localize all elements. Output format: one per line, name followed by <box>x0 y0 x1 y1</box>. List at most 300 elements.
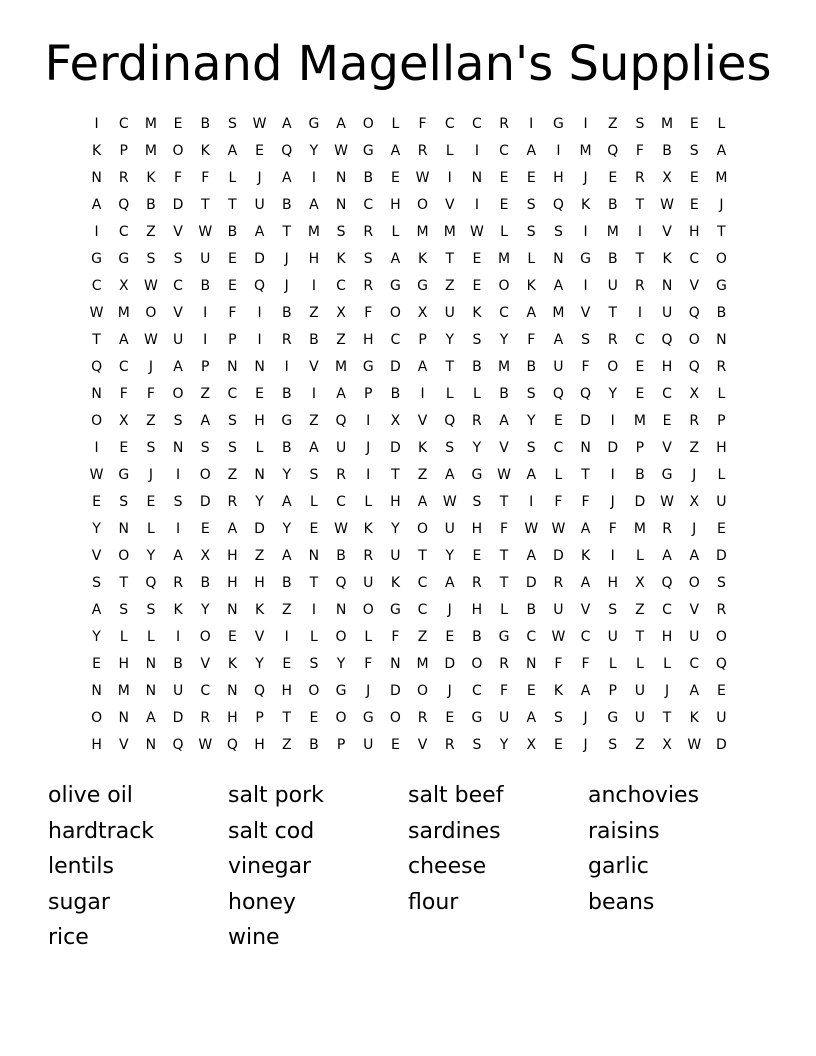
grid-letter: A <box>390 251 401 267</box>
grid-letter: F <box>500 521 509 537</box>
grid-letter: V <box>689 278 700 294</box>
grid-letter: Z <box>200 386 211 402</box>
grid-letter: Q <box>688 359 700 375</box>
grid-letter: R <box>227 494 238 510</box>
grid-letter: E <box>146 494 156 510</box>
grid-letter: V <box>309 359 319 375</box>
grid-letter: S <box>119 494 129 510</box>
grid-letter: B <box>472 629 482 645</box>
grid-letter: S <box>472 332 482 348</box>
word-list-item: vinegar <box>228 854 312 879</box>
grid-letter: T <box>635 629 645 645</box>
grid-letter: K <box>689 710 699 726</box>
grid-letter: Z <box>254 548 265 564</box>
grid-letter: Q <box>335 413 347 429</box>
grid-letter: Q <box>335 575 347 591</box>
grid-letter: S <box>689 143 699 159</box>
grid-letter: I <box>474 197 479 213</box>
grid-letter: O <box>199 467 211 483</box>
grid-letter: U <box>363 737 374 753</box>
grid-letter: R <box>444 737 455 753</box>
grid-letter: A <box>227 143 238 159</box>
grid-letter: M <box>498 359 511 375</box>
grid-letter: L <box>147 629 155 645</box>
grid-letter: J <box>583 710 588 726</box>
grid-letter: K <box>390 575 400 591</box>
grid-letter: Y <box>255 656 264 672</box>
grid-letter: C <box>553 440 564 456</box>
grid-letter: S <box>472 737 482 753</box>
grid-letter: I <box>257 305 262 321</box>
grid-letter: A <box>200 413 211 429</box>
grid-letter: Q <box>552 386 564 402</box>
grid-letter: F <box>608 521 617 537</box>
grid-letter: S <box>92 575 102 591</box>
grid-letter: D <box>634 494 646 510</box>
word-list-item: anchovies <box>588 783 700 808</box>
grid-letter: G <box>308 116 320 132</box>
grid-letter: E <box>227 278 237 294</box>
grid-letter: S <box>146 251 156 267</box>
grid-letter: X <box>390 413 401 429</box>
grid-letter: Q <box>661 332 673 348</box>
grid-letter: I <box>366 413 371 429</box>
grid-letter: C <box>336 278 346 294</box>
grid-letter: W <box>687 737 702 753</box>
grid-letter: C <box>173 278 183 294</box>
grid-letter: O <box>91 710 103 726</box>
grid-letter: Z <box>635 602 645 618</box>
grid-letter: U <box>172 332 184 348</box>
grid-letter: C <box>118 359 129 375</box>
grid-letter: F <box>174 170 183 186</box>
grid-letter: R <box>553 575 564 591</box>
grid-letter: L <box>636 656 644 672</box>
grid-letter: A <box>526 143 537 159</box>
grid-letter: V <box>689 602 700 618</box>
grid-letter: G <box>471 467 483 483</box>
grid-letter: X <box>336 305 346 321</box>
grid-letter: I <box>176 629 181 645</box>
grid-letter: A <box>553 332 564 348</box>
grid-letter: B <box>499 386 509 402</box>
grid-letter: T <box>635 251 645 267</box>
grid-letter: H <box>716 440 727 456</box>
grid-letter: W <box>551 629 566 645</box>
grid-letter: D <box>444 656 456 672</box>
grid-letter: Q <box>607 143 619 159</box>
grid-letter: H <box>688 224 700 240</box>
grid-letter: H <box>254 575 265 591</box>
grid-letter: S <box>635 116 645 132</box>
grid-letter: H <box>227 548 238 564</box>
grid-letter: R <box>472 413 482 429</box>
grid-letter: Y <box>499 737 509 753</box>
grid-letter: D <box>390 683 401 699</box>
grid-letter: S <box>146 602 156 618</box>
grid-letter: L <box>527 251 536 267</box>
grid-letter: T <box>499 548 509 564</box>
grid-letter: U <box>254 197 265 213</box>
grid-letter: L <box>445 143 454 159</box>
grid-letter: M <box>661 116 674 132</box>
grid-letter: O <box>172 143 184 159</box>
grid-letter: A <box>173 548 183 564</box>
grid-letter: A <box>662 548 672 564</box>
grid-letter: T <box>581 467 590 483</box>
grid-letter: H <box>471 521 483 537</box>
grid-letter: B <box>526 602 537 618</box>
grid-letter: E <box>608 170 618 186</box>
grid-letter: E <box>92 656 101 672</box>
grid-letter: I <box>420 386 425 402</box>
grid-letter: K <box>472 305 482 321</box>
grid-letter: P <box>228 332 237 348</box>
letter-grid <box>83 111 735 759</box>
grid-letter: U <box>200 251 211 267</box>
grid-letter: L <box>310 629 318 645</box>
grid-letter: V <box>444 197 455 213</box>
grid-letter: N <box>227 602 238 618</box>
grid-letter: B <box>716 305 727 321</box>
grid-letter: V <box>662 224 672 240</box>
grid-letter: N <box>254 467 265 483</box>
grid-letter: T <box>635 197 645 213</box>
grid-letter: Y <box>146 548 156 564</box>
grid-letter: Q <box>580 386 592 402</box>
grid-letter: P <box>119 143 128 159</box>
grid-letter: G <box>607 710 619 726</box>
grid-letter: L <box>608 656 617 672</box>
grid-letter: E <box>472 548 482 564</box>
grid-letter: I <box>366 467 371 483</box>
grid-letter: Q <box>444 413 456 429</box>
grid-letter: C <box>118 116 129 132</box>
grid-letter: O <box>308 683 320 699</box>
grid-letter: G <box>417 278 428 294</box>
grid-letter: Z <box>635 737 645 753</box>
grid-letter: W <box>198 737 213 753</box>
grid-letter: Z <box>417 467 428 483</box>
grid-letter: B <box>607 197 618 213</box>
grid-letter: R <box>499 656 509 672</box>
grid-letter: B <box>281 305 292 321</box>
grid-letter: A <box>281 116 292 132</box>
grid-letter: A <box>526 467 537 483</box>
grid-letter: F <box>554 494 563 510</box>
grid-letter: K <box>146 170 156 186</box>
grid-letter: E <box>255 386 264 402</box>
grid-letter: Z <box>281 737 292 753</box>
grid-letter: L <box>500 602 508 618</box>
grid-letter: C <box>417 602 428 618</box>
grid-letter: O <box>145 305 157 321</box>
grid-letter: X <box>526 737 537 753</box>
grid-letter: W <box>469 224 484 240</box>
grid-letter: Y <box>336 656 346 672</box>
grid-letter: I <box>610 467 615 483</box>
grid-letter: I <box>637 224 642 240</box>
grid-letter: T <box>499 494 509 510</box>
grid-letter: Q <box>172 737 184 753</box>
grid-letter: U <box>661 305 673 321</box>
grid-letter: A <box>689 683 700 699</box>
grid-letter: M <box>144 116 157 132</box>
grid-letter: A <box>580 575 591 591</box>
grid-letter: H <box>390 494 401 510</box>
grid-letter: N <box>227 683 238 699</box>
grid-letter: F <box>364 656 373 672</box>
grid-letter: E <box>553 737 563 753</box>
grid-letter: M <box>579 143 592 159</box>
grid-letter: S <box>526 386 536 402</box>
grid-letter: N <box>335 197 347 213</box>
grid-letter: D <box>254 521 265 537</box>
grid-letter: C <box>689 656 700 672</box>
grid-letter: L <box>228 170 237 186</box>
grid-letter: I <box>637 305 642 321</box>
grid-letter: B <box>635 467 645 483</box>
grid-letter: G <box>118 251 130 267</box>
grid-letter: C <box>662 386 672 402</box>
grid-letter: R <box>635 170 645 186</box>
grid-letter: E <box>119 440 129 456</box>
grid-letter: G <box>335 683 347 699</box>
grid-letter: F <box>635 143 644 159</box>
grid-letter: U <box>553 602 564 618</box>
grid-letter: S <box>363 251 373 267</box>
grid-letter: A <box>281 494 292 510</box>
grid-letter: I <box>203 332 208 348</box>
grid-letter: I <box>311 170 316 186</box>
grid-letter: W <box>89 467 104 483</box>
grid-letter: Q <box>552 197 564 213</box>
grid-letter: Y <box>608 386 618 402</box>
grid-letter: M <box>416 656 429 672</box>
grid-letter: Z <box>689 440 700 456</box>
grid-letter: M <box>416 224 429 240</box>
grid-letter: K <box>336 251 346 267</box>
grid-letter: V <box>417 737 428 753</box>
grid-letter: B <box>173 656 183 672</box>
grid-letter: B <box>200 278 211 294</box>
grid-letter: R <box>716 602 727 618</box>
grid-letter: R <box>472 575 482 591</box>
grid-letter: D <box>172 710 184 726</box>
grid-letter: O <box>417 683 429 699</box>
grid-letter: I <box>284 359 289 375</box>
grid-letter: D <box>254 251 265 267</box>
grid-letter: G <box>91 251 102 267</box>
grid-letter: V <box>173 224 183 240</box>
grid-letter: K <box>553 683 563 699</box>
grid-letter: K <box>417 440 428 456</box>
grid-letter: A <box>444 575 455 591</box>
grid-letter: S <box>146 440 156 456</box>
grid-letter: I <box>203 305 208 321</box>
grid-letter: Q <box>254 278 266 294</box>
grid-letter: A <box>444 467 455 483</box>
grid-letter: Q <box>661 575 673 591</box>
grid-letter: T <box>228 197 237 213</box>
grid-letter: I <box>529 116 534 132</box>
grid-letter: A <box>336 116 346 132</box>
page-title: Ferdinand Magellan's Supplies <box>44 36 772 92</box>
word-list-item: beans <box>588 889 655 915</box>
grid-letter: M <box>144 143 157 159</box>
grid-letter: K <box>254 602 265 618</box>
grid-letter: K <box>417 251 428 267</box>
grid-letter: O <box>715 629 727 645</box>
grid-letter: B <box>281 440 292 456</box>
grid-letter: S <box>309 656 319 672</box>
grid-letter: J <box>148 467 153 483</box>
grid-letter: S <box>608 737 618 753</box>
grid-letter: B <box>146 197 156 213</box>
grid-letter: F <box>391 629 400 645</box>
grid-letter: J <box>447 683 452 699</box>
grid-letter: R <box>173 575 183 591</box>
grid-letter: P <box>635 440 645 456</box>
grid-letter: S <box>472 494 482 510</box>
grid-letter: N <box>91 683 102 699</box>
grid-letter: N <box>471 170 483 186</box>
grid-letter: O <box>118 548 130 564</box>
grid-letter: L <box>500 224 508 240</box>
grid-letter: G <box>362 359 374 375</box>
word-list-item: raisins <box>588 818 660 844</box>
grid-letter: J <box>366 440 371 456</box>
grid-letter: F <box>500 683 509 699</box>
grid-letter: X <box>118 413 129 429</box>
grid-letter: T <box>282 224 292 240</box>
grid-letter: F <box>581 656 590 672</box>
grid-letter: L <box>310 494 318 510</box>
grid-letter: C <box>662 602 672 618</box>
grid-letter: O <box>715 251 727 267</box>
grid-letter: P <box>608 683 617 699</box>
grid-letter: F <box>201 170 210 186</box>
grid-letter: V <box>580 305 591 321</box>
grid-letter: K <box>580 548 591 564</box>
grid-letter: Q <box>688 305 700 321</box>
grid-letter: I <box>583 278 588 294</box>
grid-letter: A <box>173 359 183 375</box>
grid-letter: M <box>498 251 511 267</box>
grid-letter: J <box>284 278 289 294</box>
grid-letter: A <box>390 143 401 159</box>
grid-letter: Y <box>472 440 482 456</box>
grid-letter: F <box>418 116 427 132</box>
grid-letter: V <box>662 440 672 456</box>
word-list-item: sardines <box>408 818 501 844</box>
grid-letter: E <box>390 737 400 753</box>
grid-letter: O <box>389 305 401 321</box>
grid-letter: D <box>580 413 591 429</box>
grid-letter: J <box>692 521 697 537</box>
grid-letter: Z <box>227 467 238 483</box>
grid-letter: J <box>583 737 588 753</box>
grid-letter: R <box>499 116 509 132</box>
grid-letter: R <box>607 332 618 348</box>
grid-letter: D <box>607 440 619 456</box>
grid-letter: S <box>553 710 563 726</box>
grid-letter: W <box>551 521 566 537</box>
grid-letter: W <box>334 143 348 159</box>
grid-letter: N <box>526 656 537 672</box>
grid-letter: R <box>417 710 428 726</box>
grid-letter: E <box>526 683 536 699</box>
grid-letter: I <box>610 413 615 429</box>
grid-letter: F <box>146 386 155 402</box>
grid-letter: B <box>309 332 319 348</box>
grid-letter: O <box>199 629 211 645</box>
grid-letter: V <box>200 656 211 672</box>
grid-letter: I <box>556 143 561 159</box>
grid-letter: D <box>390 440 401 456</box>
grid-letter: U <box>607 278 618 294</box>
grid-letter: B <box>336 548 346 564</box>
grid-letter: A <box>716 143 727 159</box>
grid-letter: Q <box>226 737 238 753</box>
grid-letter: T <box>662 710 672 726</box>
grid-letter: N <box>118 521 129 537</box>
grid-letter: E <box>472 278 482 294</box>
grid-letter: F <box>228 305 237 321</box>
grid-letter: F <box>527 332 536 348</box>
grid-letter: R <box>662 521 672 537</box>
grid-letter: D <box>525 575 537 591</box>
grid-letter: S <box>227 440 237 456</box>
grid-letter: K <box>580 197 591 213</box>
grid-letter: L <box>147 521 155 537</box>
grid-letter: T <box>445 251 455 267</box>
grid-letter: F <box>554 656 563 672</box>
grid-letter: Y <box>445 332 455 348</box>
grid-letter: D <box>553 548 564 564</box>
grid-letter: E <box>309 521 319 537</box>
grid-letter: Z <box>417 629 428 645</box>
grid-letter: E <box>445 629 455 645</box>
grid-letter: R <box>716 359 727 375</box>
grid-letter: E <box>390 170 400 186</box>
grid-letter: T <box>499 575 509 591</box>
grid-letter: D <box>172 197 184 213</box>
grid-letter: V <box>417 413 428 429</box>
grid-letter: C <box>635 332 645 348</box>
grid-letter: W <box>143 332 158 348</box>
grid-letter: A <box>227 521 238 537</box>
grid-letter: N <box>580 440 591 456</box>
grid-letter: E <box>445 710 455 726</box>
grid-letter: R <box>363 548 374 564</box>
grid-letter: U <box>172 683 184 699</box>
grid-letter: S <box>526 224 536 240</box>
grid-letter: H <box>607 575 618 591</box>
grid-letter: J <box>692 467 697 483</box>
grid-letter: Z <box>309 413 319 429</box>
grid-letter: J <box>447 602 452 618</box>
grid-letter: I <box>583 224 588 240</box>
grid-letter: C <box>472 683 482 699</box>
grid-letter: W <box>252 116 267 132</box>
grid-letter: N <box>335 602 347 618</box>
grid-letter: Y <box>499 332 509 348</box>
grid-letter: X <box>417 305 428 321</box>
grid-letter: Z <box>281 602 292 618</box>
grid-letter: M <box>307 224 320 240</box>
grid-letter: V <box>580 602 591 618</box>
